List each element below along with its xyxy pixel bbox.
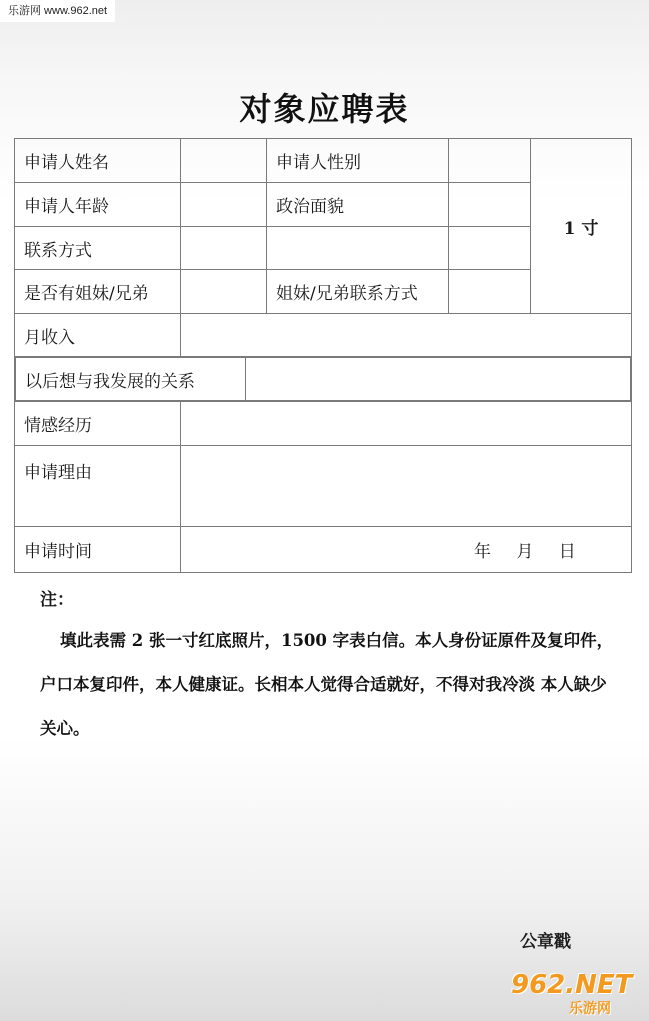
page-title: 对象应聘表 [239, 90, 410, 128]
siblings-contact-field[interactable] [449, 270, 531, 314]
time-label: 申请时间 [15, 527, 181, 573]
age-field[interactable] [181, 183, 267, 227]
siblings-label: 是否有姐妹/兄弟 [15, 270, 181, 314]
future-relation-label: 以后想与我发展的关系 [16, 358, 246, 401]
name-field[interactable] [181, 139, 267, 183]
name-label: 申请人姓名 [15, 139, 181, 183]
income-label: 月收入 [15, 314, 181, 357]
siblings-field[interactable] [181, 270, 267, 314]
reason-label: 申请理由 [15, 446, 181, 527]
application-form [14, 138, 632, 573]
time-field[interactable] [181, 527, 632, 573]
reason-field[interactable] [181, 446, 632, 527]
photo-box[interactable]: 1 寸 [531, 139, 632, 314]
emotion-label: 情感经历 [15, 402, 181, 446]
contact-field-2[interactable] [267, 227, 449, 270]
watermark-logo-big: 962.NET [511, 970, 633, 1000]
note-body: 填此表需 2 张一寸红底照片，1500 字表白信。本人身份证原件及复印件，户口本复印件，本人健康证。长相本人觉得合适就好，不得对我冷淡 本人缺少关心。 [40, 631, 614, 738]
politics-field[interactable] [449, 183, 531, 227]
emotion-field[interactable] [181, 402, 632, 446]
seal-label: 公章戳 [520, 932, 571, 952]
date-placeholder: 年 月 日 [474, 542, 576, 562]
contact-label: 联系方式 [15, 227, 181, 270]
gender-field[interactable] [449, 139, 531, 183]
siblings-contact-label: 姐妹/兄弟联系方式 [267, 270, 449, 314]
politics-label: 政治面貌 [267, 183, 449, 227]
watermark-top: 乐游网 www.962.net [0, 0, 115, 22]
contact-field-1[interactable] [181, 227, 267, 270]
gender-label: 申请人性别 [267, 139, 449, 183]
watermark-logo [511, 970, 643, 1016]
contact-field-3[interactable] [449, 227, 531, 270]
future-relation-field[interactable] [246, 358, 631, 401]
age-label: 申请人年龄 [15, 183, 181, 227]
note-label: 注： [40, 590, 74, 610]
income-field[interactable] [181, 314, 632, 357]
watermark-logo-small: 乐游网 [569, 1001, 611, 1017]
